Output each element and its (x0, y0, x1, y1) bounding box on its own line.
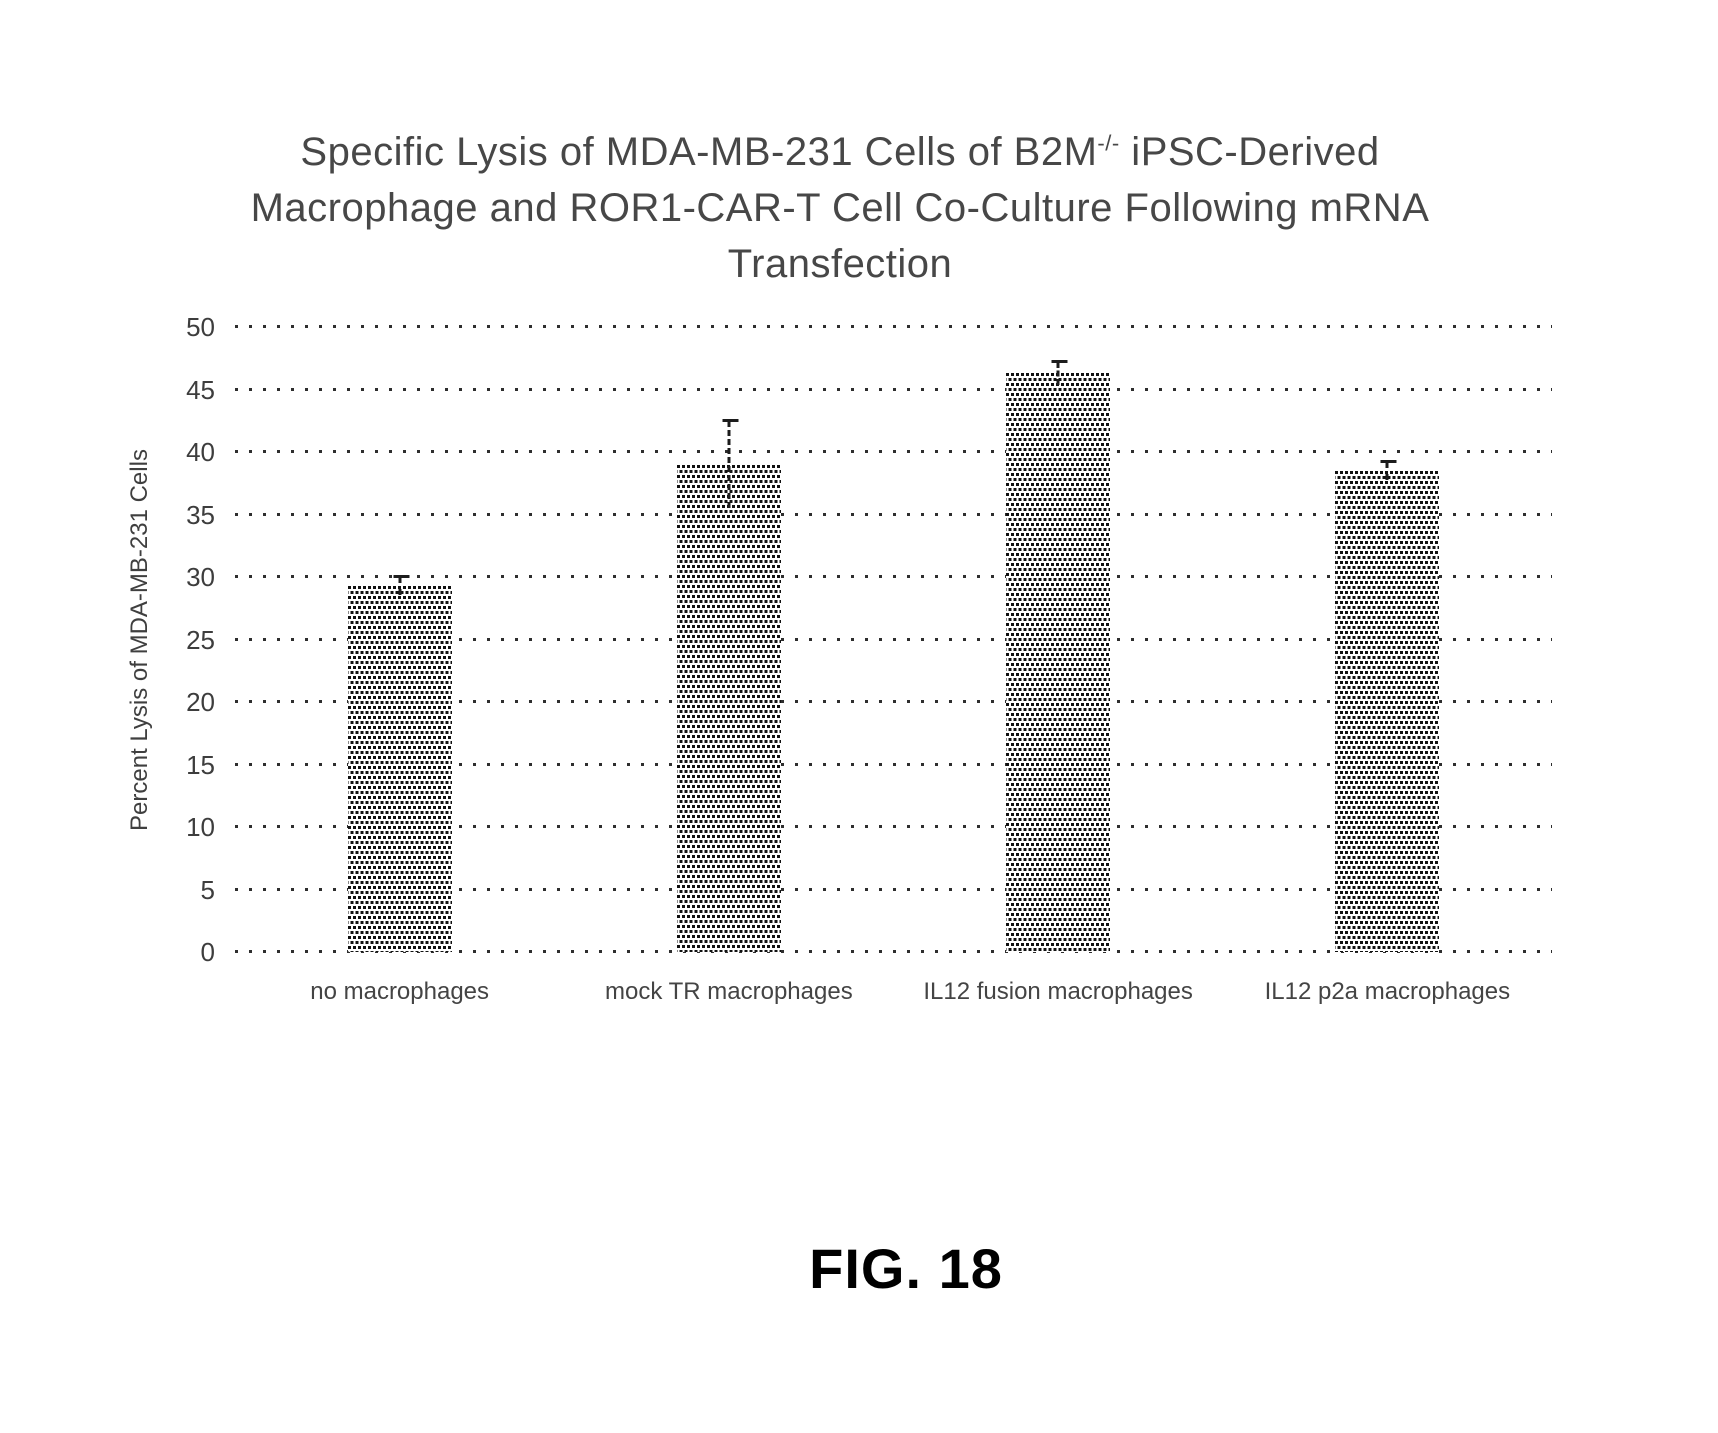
gridline-y-50 (235, 325, 1552, 328)
x-category-label-IL12-fusion-macrophages: IL12 fusion macrophages (923, 978, 1193, 1005)
x-category-label-IL12-p2a-macrophages: IL12 p2a macrophages (1264, 978, 1511, 1005)
error-bar-cap (1052, 360, 1068, 363)
bar-IL12-fusion-macrophages (1006, 373, 1110, 952)
error-bar-IL12-fusion-macrophages (1057, 362, 1060, 385)
error-bar-cap (1381, 460, 1397, 463)
b2m-knockout-superscript: -/- (1097, 131, 1120, 156)
chart-title-line1: Specific Lysis of MDA-MB-231 Cells of B2M-/- iPSC-Derived (300, 130, 1380, 175)
y-tick-label-0: 0 (200, 937, 215, 967)
error-bar-cap (722, 419, 738, 422)
error-bar-mock-TR-macrophages (727, 421, 730, 509)
y-tick-label-15: 15 (186, 749, 215, 780)
figure-label: FIG. 18 (809, 1237, 1003, 1300)
x-category-label-no-macrophages: no macrophages (310, 978, 490, 1005)
y-axis-title: Percent Lysis of MDA-MB-231 Cells (126, 448, 154, 831)
y-tick-label-25: 25 (186, 624, 215, 655)
chart-title-line2: Macrophage and ROR1-CAR-T Cell Co-Culture Following mRNA (250, 186, 1430, 231)
gridline-y-40 (235, 450, 1552, 453)
bar-IL12-p2a-macrophages (1335, 471, 1439, 952)
y-tick-label-50: 50 (186, 312, 215, 342)
y-tick-label-30: 30 (186, 562, 215, 592)
error-bar-no-macrophages (398, 577, 401, 595)
gridline-y-45 (235, 388, 1552, 391)
y-tick-label-40: 40 (186, 437, 215, 467)
bar-no-macrophages (348, 586, 452, 952)
bar-mock-TR-macrophages (677, 465, 781, 953)
y-tick-label-20: 20 (186, 687, 215, 717)
error-bar-IL12-p2a-macrophages (1386, 462, 1389, 480)
error-bar-cap (393, 575, 409, 578)
y-tick-label-35: 35 (186, 499, 215, 530)
y-tick-label-45: 45 (186, 374, 215, 405)
chart-title (220, 116, 1460, 292)
y-axis-title-wrap (118, 327, 162, 952)
x-category-label-mock-TR-macrophages: mock TR macrophages (605, 978, 853, 1005)
y-tick-label-10: 10 (186, 812, 215, 842)
y-tick-label-5: 5 (200, 874, 215, 905)
plot-area (186, 312, 1552, 1005)
chart-title-line3: Transfection (727, 242, 953, 287)
